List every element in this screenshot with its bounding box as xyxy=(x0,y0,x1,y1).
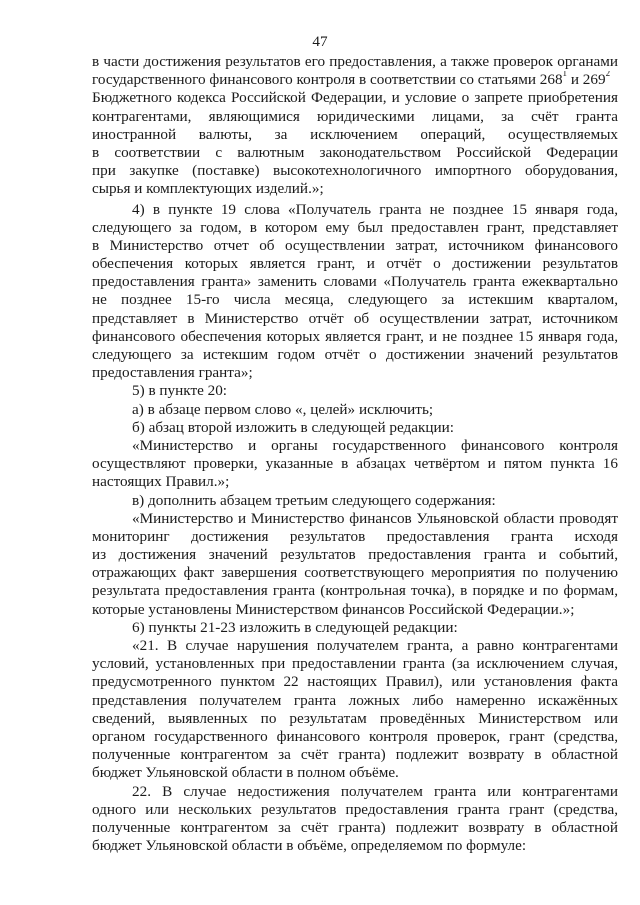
text-line: не позднее 15-го числа месяца, следующего за истекшим кварталом, xyxy=(92,291,618,309)
text-line: предоставления гранта»; xyxy=(92,364,253,382)
text-fragment: и 269 xyxy=(567,71,606,89)
text-line: государственного финансового контроля в соответствии со статьями 268 xyxy=(92,71,563,89)
text-line: обеспечения которых является грант, и отчёт о достижении результатов xyxy=(92,255,618,273)
text-line: органом государственного финансового контроля проверок, грант (средства, xyxy=(92,727,618,745)
text-line: финансового обеспечения которых является грант, и не позднее 15 января года, xyxy=(92,327,618,345)
text-line: иностранной валюты, за исключением операций, осуществляемых xyxy=(92,125,618,143)
paragraph-start: 22. В случае недостижения получателем гранта или контрагентами xyxy=(132,782,618,800)
paragraph-start: а) в абзаце первом слово «, целей» исключить; xyxy=(132,400,434,418)
text-line-statute-reference xyxy=(92,71,618,89)
body-text xyxy=(92,53,618,855)
paragraph-start: в) дополнить абзацем третьим следующего содержания: xyxy=(132,491,496,509)
paragraph-start: «21. В случае нарушения получателем гранта, а равно контрагентами xyxy=(132,637,618,654)
text-line: отражающих факт завершения соответствующего мероприятия по получению xyxy=(92,564,618,582)
superscript: 1 xyxy=(562,71,568,79)
text-line: осуществляют проверки, указанные в абзацах четвёртом и пятом пункта 16 xyxy=(92,455,618,473)
text-line: настоящих Правил.»; xyxy=(92,473,230,491)
text-line: представляет в Министерство отчёт об осуществлении затрат, источником xyxy=(92,309,618,327)
text-line: представления получателем гранта ложных либо намеренно искажённых xyxy=(92,691,618,709)
paragraph-start: «Министерство и Министерство финансов Ульяновской области проводят xyxy=(132,509,618,527)
text-line: следующего за истекшим годом отчёт о достижении значений результатов xyxy=(92,346,618,363)
text-line: полученные контрагентом за счёт гранта) подлежит возврату в областной xyxy=(92,746,618,764)
text-line: мониторинг достижения результатов предоставления гранта исходя xyxy=(92,527,618,545)
text-line: сведений, выявленных по результатам проведённых Министерством или xyxy=(92,709,618,727)
paragraph-start: 6) пункты 21-23 изложить в следующей редакции: xyxy=(132,618,458,636)
text-line: предоставления гранта» заменить словами «Получатель гранта ежеквартально xyxy=(92,273,618,291)
paragraph-start: б) абзац второй изложить в следующей редакции: xyxy=(132,418,454,436)
text-line: в Министерство отчет об осуществлении затрат, источником финансового xyxy=(92,236,618,254)
text-line: сырья и комплектующих изделий.»; xyxy=(92,180,324,198)
paragraph-start: 4) в пункте 19 слова «Получатель гранта не позднее 15 января года, xyxy=(132,200,618,218)
text-line: полученные контрагентом за счёт гранта) подлежит возврату в областной xyxy=(92,818,618,836)
paragraph-start: «Министерство и органы государственного финансового контроля xyxy=(132,436,618,454)
text-line: условий, установленных при предоставлении гранта (за исключением случая, xyxy=(92,655,618,673)
superscript: 2 xyxy=(605,71,611,79)
text-line: при закупке (поставке) высокотехнологичного импортного оборудования, xyxy=(92,162,618,180)
text-line: которые установлены Министерством финансов Российской Федерации.»; xyxy=(92,600,575,618)
text-line: бюджет Ульяновской области в объёме, определяемом по формуле: xyxy=(92,837,527,855)
text-line: предусмотренного пунктом 22 настоящих Правил), или установления факта xyxy=(92,673,618,691)
text-line: из достижения значений результатов предоставления гранта и событий, xyxy=(92,546,618,564)
text-line: результата предоставления гранта (контрольная точка), в порядке и по формам, xyxy=(92,582,618,600)
text-line: в части достижения результатов его предоставления, а также проверок органами xyxy=(92,53,618,70)
text-line: бюджет Ульяновской области в полном объёме. xyxy=(92,764,399,782)
text-line: Бюджетного кодекса Российской Федерации, и условие о запрете приобретения xyxy=(92,89,618,107)
text-line: следующего за годом, в котором ему был предоставлен грант, представляет xyxy=(92,218,618,236)
text-line: в соответствии с валютным законодательством Российской Федерации xyxy=(92,143,618,161)
paragraph-start: 5) в пункте 20: xyxy=(132,382,228,400)
text-line: контрагентами, являющимися юридическими лицами, за счёт гранта xyxy=(92,107,618,125)
page-number: 47 xyxy=(312,33,328,50)
text-line: одного или нескольких результатов предоставления гранта грант (средства, xyxy=(92,800,618,818)
